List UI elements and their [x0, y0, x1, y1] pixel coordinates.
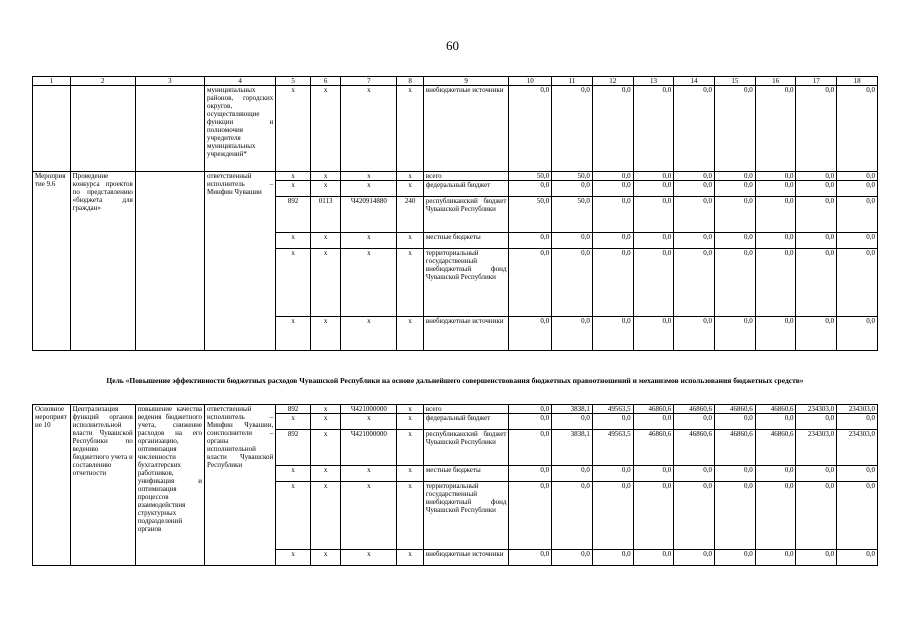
value-cell: 46860,6 [715, 430, 756, 466]
value-cell: 0,0 [633, 482, 674, 550]
code-cell: x [310, 430, 341, 466]
code-cell: 892 [276, 430, 311, 466]
code-cell: 0113 [310, 197, 341, 233]
value-cell: 0,0 [592, 233, 633, 249]
column-number: 4 [205, 77, 276, 86]
value-cell: 0,0 [592, 317, 633, 351]
code-cell: x [276, 181, 311, 197]
value-cell: 50,0 [509, 197, 552, 233]
value-cell: 0,0 [509, 86, 552, 172]
measure-name-cell: Мероприятие 9.6 [33, 172, 71, 351]
value-cell: 234303,0 [796, 405, 837, 414]
value-cell: 0,0 [715, 550, 756, 566]
column-number: 11 [552, 77, 593, 86]
value-cell: 0,0 [837, 197, 878, 233]
code-cell: x [310, 414, 341, 430]
measure-title-cell: Централизация функций органов исполнительной власти Чувашской Республики по ведению бюджетного учета и составлению отчетности [70, 405, 135, 566]
code-cell: x [341, 172, 397, 181]
code-cell: 892 [276, 197, 311, 233]
value-cell: 0,0 [796, 197, 837, 233]
value-cell: 0,0 [509, 414, 552, 430]
code-cell: 892 [276, 405, 311, 414]
code-cell: x [276, 249, 311, 317]
value-cell: 0,0 [592, 482, 633, 550]
value-cell: 0,0 [837, 466, 878, 482]
value-cell: 0,0 [715, 172, 756, 181]
code-cell: x [341, 550, 397, 566]
empty-cell [135, 172, 204, 351]
code-cell: x [310, 482, 341, 550]
funding-source-cell: республиканский бюджет Чувашской Республики [423, 430, 509, 466]
value-cell: 50,0 [509, 172, 552, 181]
value-cell: 0,0 [837, 181, 878, 197]
value-cell: 0,0 [674, 181, 715, 197]
code-cell: Ч421000000 [341, 430, 397, 466]
value-cell: 0,0 [674, 466, 715, 482]
budget-table-top [32, 76, 878, 351]
code-cell: x [397, 405, 423, 414]
value-cell: 0,0 [674, 414, 715, 430]
value-cell: 0,0 [509, 550, 552, 566]
value-cell: 0,0 [755, 181, 796, 197]
code-cell: x [397, 482, 423, 550]
value-cell: 0,0 [633, 466, 674, 482]
value-cell: 234303,0 [837, 430, 878, 466]
funding-source-cell: всего [423, 405, 509, 414]
table-row [33, 405, 878, 414]
code-cell: x [276, 86, 311, 172]
code-cell: Ч420914880 [341, 197, 397, 233]
value-cell: 0,0 [674, 317, 715, 351]
code-cell: x [397, 466, 423, 482]
value-cell: 0,0 [796, 482, 837, 550]
value-cell: 0,0 [796, 181, 837, 197]
code-cell: x [310, 317, 341, 351]
code-cell: x [310, 233, 341, 249]
code-cell: x [341, 317, 397, 351]
value-cell: 0,0 [796, 414, 837, 430]
value-cell: 0,0 [837, 172, 878, 181]
page-number: 60 [446, 38, 459, 53]
empty-cell [135, 86, 204, 172]
value-cell: 0,0 [633, 86, 674, 172]
code-cell: Ч421000000 [341, 405, 397, 414]
value-cell: 0,0 [633, 172, 674, 181]
funding-source-cell: республиканский бюджет Чувашской Республики [423, 197, 509, 233]
measure-name-cell: Основное мероприятие 10 [33, 405, 71, 566]
value-cell: 0,0 [633, 550, 674, 566]
value-cell: 0,0 [755, 317, 796, 351]
value-cell: 46860,6 [633, 405, 674, 414]
value-cell: 0,0 [552, 86, 593, 172]
value-cell: 46860,6 [755, 405, 796, 414]
responsible-cell: ответственный исполнитель – Минфин Чувашии [205, 172, 276, 351]
value-cell: 0,0 [674, 86, 715, 172]
value-cell: 0,0 [592, 172, 633, 181]
column-number: 16 [755, 77, 796, 86]
value-cell: 0,0 [674, 482, 715, 550]
column-number: 10 [509, 77, 552, 86]
value-cell: 0,0 [837, 233, 878, 249]
value-cell: 50,0 [552, 172, 593, 181]
value-cell: 0,0 [592, 466, 633, 482]
value-cell: 0,0 [552, 317, 593, 351]
column-number: 9 [423, 77, 509, 86]
measure-title-cell: Проведение конкурса проектов по представлению «бюджета для граждан» [70, 172, 135, 351]
value-cell: 0,0 [755, 414, 796, 430]
column-number: 2 [70, 77, 135, 86]
value-cell: 0,0 [715, 466, 756, 482]
code-cell: x [310, 86, 341, 172]
value-cell: 0,0 [796, 550, 837, 566]
value-cell: 0,0 [755, 550, 796, 566]
code-cell: x [276, 233, 311, 249]
value-cell: 0,0 [592, 86, 633, 172]
value-cell: 0,0 [796, 466, 837, 482]
code-cell: x [341, 249, 397, 317]
funding-source-cell: местные бюджеты [423, 466, 509, 482]
code-cell: x [276, 550, 311, 566]
column-number: 5 [276, 77, 311, 86]
value-cell: 0,0 [552, 482, 593, 550]
header-row [33, 77, 878, 86]
code-cell: x [341, 482, 397, 550]
value-cell: 0,0 [552, 466, 593, 482]
value-cell: 0,0 [837, 249, 878, 317]
code-cell: x [397, 233, 423, 249]
code-cell: x [397, 181, 423, 197]
value-cell: 0,0 [837, 550, 878, 566]
value-cell: 0,0 [715, 249, 756, 317]
value-cell: 0,0 [592, 249, 633, 317]
value-cell: 0,0 [633, 414, 674, 430]
goal-heading: Цель «Повышение эффективности бюджетных расходов Чувашской Республики на основе дальнейшего совершенствования бюджетных правоотношений и механизмов использования бюджетных средств» [106, 376, 804, 385]
code-cell: x [276, 466, 311, 482]
value-cell: 3838,1 [552, 405, 593, 414]
value-cell: 0,0 [837, 317, 878, 351]
value-cell: 46860,6 [633, 430, 674, 466]
code-cell: x [276, 482, 311, 550]
column-number: 8 [397, 77, 423, 86]
value-cell: 0,0 [509, 233, 552, 249]
value-cell: 0,0 [592, 197, 633, 233]
funding-source-cell: федеральный бюджет [423, 414, 509, 430]
column-number: 17 [796, 77, 837, 86]
value-cell: 0,0 [674, 197, 715, 233]
code-cell: x [341, 181, 397, 197]
code-cell: x [310, 249, 341, 317]
value-cell: 3838,1 [552, 430, 593, 466]
code-cell: x [310, 405, 341, 414]
value-cell: 0,0 [633, 181, 674, 197]
value-cell: 0,0 [796, 249, 837, 317]
value-cell: 234303,0 [796, 430, 837, 466]
empty-cell [33, 86, 71, 172]
column-number: 3 [135, 77, 204, 86]
value-cell: 0,0 [715, 317, 756, 351]
value-cell: 46860,6 [674, 430, 715, 466]
value-cell: 0,0 [796, 172, 837, 181]
funding-source-cell: внебюджетные источники [423, 317, 509, 351]
value-cell: 0,0 [755, 197, 796, 233]
value-cell: 0,0 [509, 482, 552, 550]
value-cell: 0,0 [509, 466, 552, 482]
code-cell: x [341, 233, 397, 249]
value-cell: 0,0 [552, 550, 593, 566]
column-number: 6 [310, 77, 341, 86]
code-cell: x [397, 317, 423, 351]
value-cell: 0,0 [552, 233, 593, 249]
code-cell: x [276, 172, 311, 181]
value-cell: 46860,6 [715, 405, 756, 414]
value-cell: 0,0 [755, 86, 796, 172]
value-cell: 0,0 [796, 233, 837, 249]
funding-source-cell: территориальный государственный внебюджетный фонд Чувашской Республики [423, 249, 509, 317]
value-cell: 0,0 [633, 317, 674, 351]
value-cell: 0,0 [755, 466, 796, 482]
code-cell: x [341, 466, 397, 482]
column-number: 18 [837, 77, 878, 86]
responsible-cell: ответственный исполнитель – Минфин Чувашии, соисполнители – органы исполнительной власти Чувашской Республики [205, 405, 276, 566]
code-cell: x [397, 249, 423, 317]
funding-source-cell: местные бюджеты [423, 233, 509, 249]
value-cell: 46860,6 [674, 405, 715, 414]
value-cell: 0,0 [674, 249, 715, 317]
value-cell: 0,0 [837, 414, 878, 430]
value-cell: 0,0 [796, 86, 837, 172]
value-cell: 0,0 [715, 86, 756, 172]
value-cell: 0,0 [592, 550, 633, 566]
value-cell: 0,0 [755, 172, 796, 181]
responsible-cell: муниципальных районов, городских округов, осуществляющие функции и полномочия учредителя муниципальных учреждений* [205, 86, 276, 172]
code-cell: x [397, 86, 423, 172]
code-cell: x [276, 317, 311, 351]
value-cell: 0,0 [509, 405, 552, 414]
funding-source-cell: территориальный государственный внебюджетный фонд Чувашской Республики [423, 482, 509, 550]
value-cell: 0,0 [674, 172, 715, 181]
value-cell: 0,0 [509, 317, 552, 351]
value-cell: 0,0 [837, 482, 878, 550]
empty-cell [70, 86, 135, 172]
column-number: 13 [633, 77, 674, 86]
funding-source-cell: внебюджетные источники [423, 550, 509, 566]
value-cell: 0,0 [509, 249, 552, 317]
value-cell: 0,0 [715, 414, 756, 430]
budget-table-bottom [32, 404, 878, 566]
value-cell: 0,0 [715, 233, 756, 249]
value-cell: 0,0 [552, 414, 593, 430]
value-cell: 0,0 [552, 181, 593, 197]
value-cell: 0,0 [755, 249, 796, 317]
column-number: 1 [33, 77, 71, 86]
value-cell: 0,0 [715, 181, 756, 197]
table-row [33, 86, 878, 172]
table-row [33, 172, 878, 181]
code-cell: x [310, 181, 341, 197]
code-cell: x [276, 414, 311, 430]
value-cell: 234303,0 [837, 405, 878, 414]
column-number: 15 [715, 77, 756, 86]
value-cell: 0,0 [509, 181, 552, 197]
column-number: 7 [341, 77, 397, 86]
code-cell: x [310, 550, 341, 566]
value-cell: 0,0 [715, 197, 756, 233]
code-cell: x [341, 414, 397, 430]
code-cell: x [397, 172, 423, 181]
value-cell: 49563,5 [592, 405, 633, 414]
column-number: 14 [674, 77, 715, 86]
value-cell: 0,0 [715, 482, 756, 550]
value-cell: 0,0 [674, 550, 715, 566]
funding-source-cell: всего [423, 172, 509, 181]
funding-source-cell: внебюджетные источники [423, 86, 509, 172]
value-cell: 0,0 [633, 197, 674, 233]
code-cell: x [397, 430, 423, 466]
code-cell: 240 [397, 197, 423, 233]
code-cell: x [397, 414, 423, 430]
value-cell: 0,0 [592, 414, 633, 430]
value-cell: 0,0 [509, 430, 552, 466]
code-cell: x [310, 172, 341, 181]
code-cell: x [397, 550, 423, 566]
funding-source-cell: федеральный бюджет [423, 181, 509, 197]
value-cell: 0,0 [633, 249, 674, 317]
value-cell: 49563,5 [592, 430, 633, 466]
value-cell: 50,0 [552, 197, 593, 233]
measure-goal-cell: повышение качества ведения бюджетного учета, снижение расходов на его организацию, оптимизация численности бухгалтерских работников, унификация и оптимизация процессов взаимодействия структурных подразделений органов [135, 405, 204, 566]
value-cell: 0,0 [796, 317, 837, 351]
value-cell: 0,0 [755, 482, 796, 550]
value-cell: 46860,6 [755, 430, 796, 466]
value-cell: 0,0 [552, 249, 593, 317]
value-cell: 0,0 [633, 233, 674, 249]
value-cell: 0,0 [674, 233, 715, 249]
code-cell: x [310, 466, 341, 482]
column-number: 12 [592, 77, 633, 86]
value-cell: 0,0 [837, 86, 878, 172]
value-cell: 0,0 [592, 181, 633, 197]
code-cell: x [341, 86, 397, 172]
value-cell: 0,0 [755, 233, 796, 249]
